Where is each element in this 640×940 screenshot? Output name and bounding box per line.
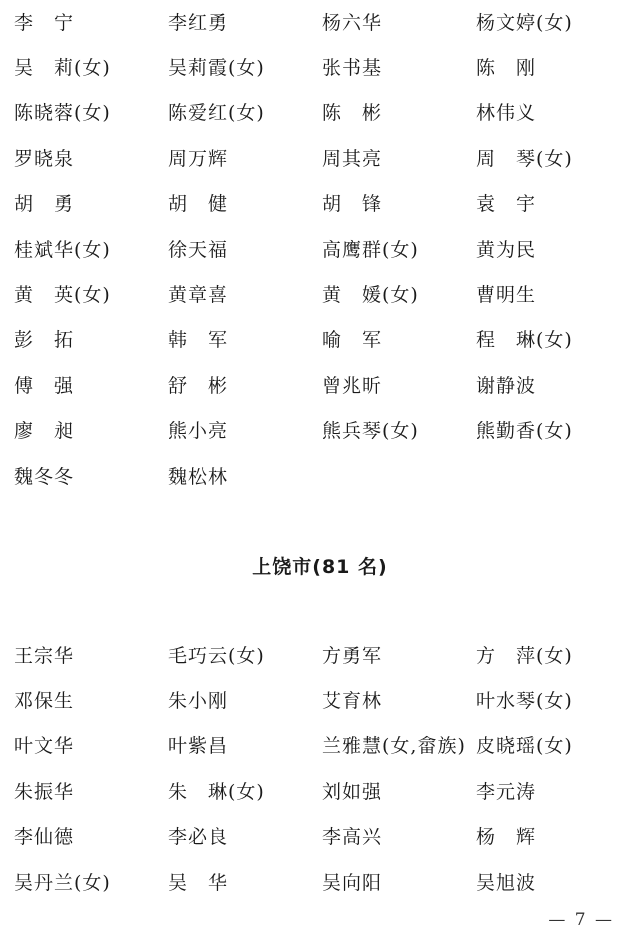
person-name: 陈爱红(女) (168, 102, 265, 125)
person-name: 毛巧云(女) (168, 644, 265, 667)
person-name: 舒 彬 (168, 374, 229, 397)
person-name: 李元涛 (476, 780, 537, 803)
person-name: 叶紫昌 (168, 735, 229, 758)
person-name: 朱振华 (14, 780, 75, 803)
person-name: 杨六华 (322, 11, 383, 34)
person-name: 廖 昶 (14, 420, 75, 443)
person-name: 周 琴(女) (476, 147, 573, 170)
person-name: 李 宁 (14, 11, 75, 34)
person-name: 魏松林 (168, 465, 229, 488)
person-name: 张书基 (322, 57, 383, 80)
person-name: 高鹰群(女) (322, 238, 419, 261)
person-name: 杨 辉 (476, 826, 537, 849)
person-name: 叶水琴(女) (476, 690, 573, 713)
name-list-shangrao (14, 633, 634, 905)
person-name: 刘如强 (322, 780, 383, 803)
person-name: 胡 锋 (322, 193, 383, 216)
person-name: 李仙德 (14, 826, 75, 849)
person-name: 邓保生 (14, 690, 75, 713)
person-name: 陈晓蓉(女) (14, 102, 111, 125)
person-name: 皮晓瑶(女) (476, 735, 573, 758)
person-name: 袁 宇 (476, 193, 537, 216)
page-number: — 7 — (548, 910, 614, 930)
person-name: 曹明生 (476, 284, 537, 307)
person-name: 朱 琳(女) (168, 780, 265, 803)
person-name: 曾兆昕 (322, 374, 383, 397)
person-name: 黄 英(女) (14, 284, 111, 307)
person-name: 李红勇 (168, 11, 229, 34)
person-name: 王宗华 (14, 644, 75, 667)
person-name: 杨文婷(女) (476, 11, 573, 34)
person-name: 吴旭波 (476, 871, 537, 894)
person-name: 熊勤香(女) (476, 420, 573, 443)
name-list-top (14, 0, 634, 499)
person-name: 吴莉霞(女) (168, 57, 265, 80)
person-name: 熊小亮 (168, 420, 229, 443)
person-name: 吴 莉(女) (14, 57, 111, 80)
person-name: 陈 刚 (476, 57, 537, 80)
person-name: 桂斌华(女) (14, 238, 111, 261)
person-name: 陈 彬 (322, 102, 383, 125)
person-name: 周万辉 (168, 147, 229, 170)
section-title: 上饶市(81 名) (252, 556, 388, 578)
person-name: 彭 拓 (14, 329, 75, 352)
person-name: 朱小刚 (168, 690, 229, 713)
person-name: 程 琳(女) (476, 329, 573, 352)
person-name: 林伟义 (476, 102, 537, 125)
person-name: 艾育林 (322, 690, 383, 713)
person-name: 胡 勇 (14, 193, 75, 216)
person-name: 胡 健 (168, 193, 229, 216)
person-name: 魏冬冬 (14, 465, 75, 488)
person-name: 吴 华 (168, 871, 229, 894)
person-name: 黄章喜 (168, 284, 229, 307)
person-name: 熊兵琴(女) (322, 420, 419, 443)
person-name: 吴丹兰(女) (14, 871, 111, 894)
person-name: 兰雅慧(女,畲族) (322, 735, 466, 758)
person-name: 傅 强 (14, 374, 75, 397)
person-name: 徐天福 (168, 238, 229, 261)
person-name: 李必良 (168, 826, 229, 849)
person-name: 黄 媛(女) (322, 284, 419, 307)
person-name: 吴向阳 (322, 871, 383, 894)
person-name: 黄为民 (476, 238, 537, 261)
person-name: 方勇军 (322, 644, 383, 667)
person-name: 韩 军 (168, 329, 229, 352)
person-name: 喻 军 (322, 329, 383, 352)
person-name: 罗晓泉 (14, 147, 75, 170)
person-name: 谢静波 (476, 374, 537, 397)
person-name: 周其亮 (322, 147, 383, 170)
person-name: 李高兴 (322, 826, 383, 849)
person-name: 方 萍(女) (476, 644, 573, 667)
person-name: 叶文华 (14, 735, 75, 758)
